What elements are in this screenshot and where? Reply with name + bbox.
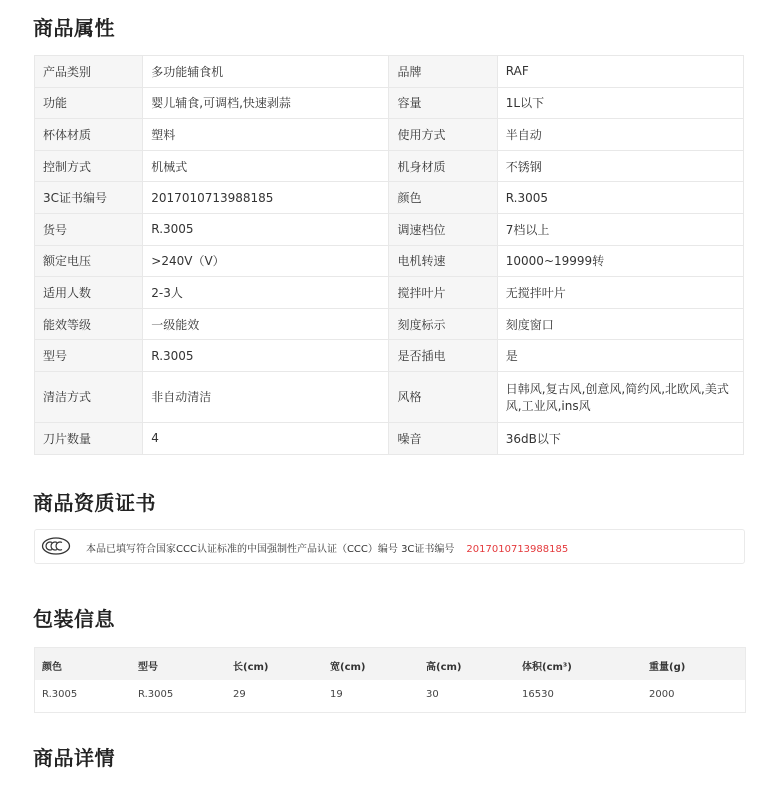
attribute-key: 适用人数 [35,277,143,309]
attribute-key: 是否插电 [389,340,497,372]
attribute-value: 非自动清洁 [143,371,389,422]
attribute-key: 使用方式 [389,119,497,151]
attribute-key: 风格 [389,371,497,422]
attribute-row [35,340,744,372]
attribute-value: R.3005 [497,182,743,214]
section-title-certificate: 商品资质证书 [33,491,156,515]
attributes-table [34,55,744,455]
attribute-key: 型号 [35,340,143,372]
package-header-model: 型号 [138,662,158,673]
attribute-key: 刀片数量 [35,422,143,454]
package-cell-height: 30 [426,689,439,700]
attribute-key: 3C证书编号 [35,182,143,214]
attribute-value: 日韩风,复古风,创意风,简约风,北欧风,美式风,工业风,ins风 [497,371,743,422]
attribute-value: 4 [143,422,389,454]
package-header-color: 颜色 [42,662,62,673]
package-header-length: 长(cm) [233,662,269,673]
package-header-width: 宽(cm) [330,662,366,673]
attribute-row [35,87,744,119]
attribute-key: 容量 [389,87,497,119]
attribute-key: 清洁方式 [35,371,143,422]
package-cell-length: 29 [233,689,246,700]
attribute-value: 7档以上 [497,213,743,245]
attribute-key: 控制方式 [35,150,143,182]
section-title-details: 商品详情 [33,746,115,770]
attribute-row [35,213,744,245]
attribute-key: 噪音 [389,422,497,454]
certificate-number: 2017010713988185 [466,544,569,555]
attribute-row [35,277,744,309]
attribute-value: 10000~19999转 [497,245,743,277]
certificate-box [34,529,745,564]
attribute-value: 1L以下 [497,87,743,119]
attribute-value: 是 [497,340,743,372]
section-title-package: 包装信息 [33,607,115,631]
certificate-text [86,540,568,555]
attribute-value: R.3005 [143,340,389,372]
attribute-value: R.3005 [143,213,389,245]
attribute-row [35,422,744,454]
attribute-key: 颜色 [389,182,497,214]
attribute-value: 无搅拌叶片 [497,277,743,309]
attribute-key: 额定电压 [35,245,143,277]
attribute-key: 产品类别 [35,56,143,88]
attribute-value: 不锈钢 [497,150,743,182]
package-cell-weight: 2000 [649,689,675,700]
attribute-value: >240V（V） [143,245,389,277]
attribute-value: RAF [497,56,743,88]
attribute-value: 婴儿辅食,可调档,快速剥蒜 [143,87,389,119]
attribute-row [35,245,744,277]
package-header-volume: 体积(cm³) [522,662,572,673]
attribute-value: 半自动 [497,119,743,151]
attribute-value: 2017010713988185 [143,182,389,214]
attribute-key: 能效等级 [35,308,143,340]
package-cell-volume: 16530 [522,689,554,700]
attribute-key: 刻度标示 [389,308,497,340]
attribute-key: 货号 [35,213,143,245]
attribute-value: 一级能效 [143,308,389,340]
attribute-key: 机身材质 [389,150,497,182]
package-cell-color: R.3005 [42,689,78,700]
attribute-key: 搅拌叶片 [389,277,497,309]
attribute-key: 品牌 [389,56,497,88]
attribute-row [35,119,744,151]
attribute-key: 调速档位 [389,213,497,245]
attribute-value: 36dB以下 [497,422,743,454]
attribute-value: 塑料 [143,119,389,151]
attribute-value: 刻度窗口 [497,308,743,340]
package-header-weight: 重量(g) [649,662,686,673]
package-cell-width: 19 [330,689,343,700]
ccc-icon [41,537,71,555]
attribute-row [35,150,744,182]
attribute-row [35,56,744,88]
package-header-height: 高(cm) [426,662,462,673]
attribute-key: 功能 [35,87,143,119]
attribute-key: 电机转速 [389,245,497,277]
attribute-value: 多功能辅食机 [143,56,389,88]
package-cell-model: R.3005 [138,689,174,700]
attribute-key: 杯体材质 [35,119,143,151]
section-title-attributes: 商品属性 [33,16,115,40]
attribute-row [35,308,744,340]
attribute-row [35,371,744,422]
attribute-row [35,182,744,214]
certificate-description: 本品已填写符合国家CCC认证标准的中国强制性产品认证（CCC）编号 3C证书编号 [86,544,455,555]
attribute-value: 2-3人 [143,277,389,309]
package-table [34,647,746,713]
attribute-value: 机械式 [143,150,389,182]
